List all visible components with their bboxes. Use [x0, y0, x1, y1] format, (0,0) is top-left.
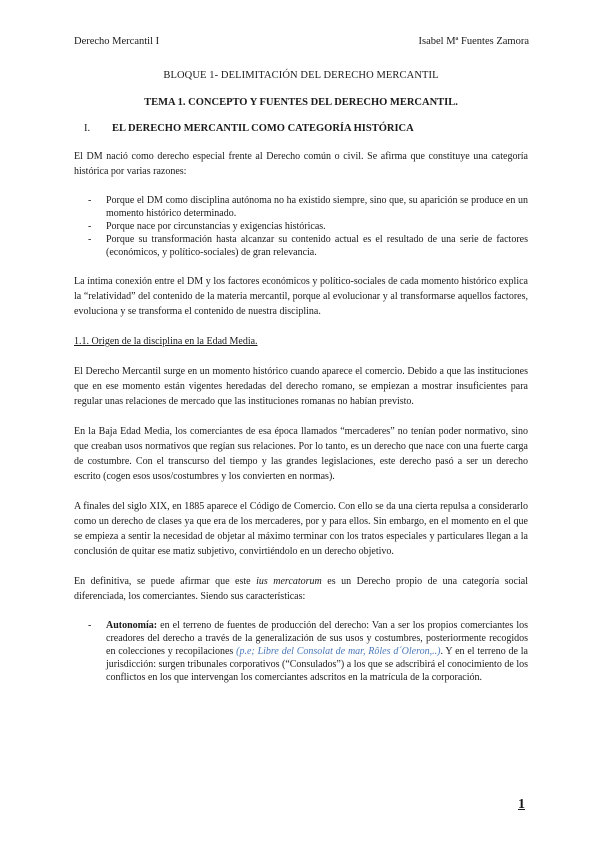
- bloque-title: BLOQUE 1- DELIMITACIÓN DEL DERECHO MERCANTIL: [163, 70, 439, 81]
- reasons-list: [74, 194, 528, 259]
- paragraph-origin: El Derecho Mercantil surge en un momento histórico cuando aparece el comercio. Debido a que las instituciones que en ese momento están vigentes heredadas del derecho romano, se empiezan a mostrar insuficientes para regular unas relaciones de mercado que las instituciones romanas no habían previsto.: [74, 366, 528, 407]
- section-heading: [74, 123, 528, 134]
- page-content: [74, 70, 528, 684]
- list-item: - Porque nace por circunstancias y exigencias históricas.: [74, 220, 528, 233]
- latin-term: ius mercatorum: [256, 576, 322, 587]
- subsection-heading: 1.1. Origen de la disciplina en la Edad Media.: [74, 336, 258, 347]
- dash-bullet: -: [88, 195, 92, 206]
- paragraph-code-commerce: A finales del siglo XIX, en 1885 aparece el Código de Comercio. Con ello se da una cierta repulsa a considerarlo como un derecho de clases ya que era de los mercaderes, por y para ellos. Sin embargo, en el momento en el que se empieza a sentir la necesidad de objetar al máximo terminar con los tratos especiales y particulares llegan a la conclusión de quitar ese matiz subjetivo, convirtiéndolo en un derecho objetivo.: [74, 501, 528, 557]
- characteristics-list: [74, 619, 528, 684]
- section-title: EL DERECHO MERCANTIL COMO CATEGORÍA HISTÓRICA: [112, 123, 414, 134]
- characteristic-label: Autonomía:: [106, 620, 158, 631]
- dash-bullet: -: [88, 620, 92, 631]
- tema-title: TEMA 1. CONCEPTO Y FUENTES DEL DERECHO MERCANTIL.: [144, 97, 458, 108]
- list-item: - Porque el DM como disciplina autónoma no ha existido siempre, sino que, su aparición se produce en un momento histórico determinado.: [74, 194, 528, 220]
- paragraph-relativity: La íntima conexión entre el DM y los factores económicos y político-sociales de cada momento histórico explica la “relatividad” del contenido de la materia mercantil, porque al evolucionar y al transformarse aquellos factores, evoluciona y se transforma el contenido de nuestra disciplina.: [74, 276, 528, 317]
- list-item: - Autonomía: en el terreno de fuentes de producción del derecho: Van a ser los propios comerciantes los creadores del derecho a través de la generalización de sus usos y costumbres, posteriormente recogidos en colecciones y recopilaciones (p.e; Libre del Consolat de mar, Rôles d´Oleron,..). Y en el terreno de la jurisdicción: surgen tribunales corporativos (“Consulados”) a los que se adscribirá el conocimiento de los conflictos en los que intervengan los comerciantes adscritos en la matrícula de la corporación.: [74, 619, 528, 684]
- section-number: I.: [84, 123, 91, 134]
- list-item: - Porque su transformación hasta alcanzar su contenido actual es el resultado de una serie de factores (económicos, y político-sociales) de gran relevancia.: [74, 233, 528, 259]
- paragraph-conclusion: En definitiva, se puede afirmar que este ius mercatorum es un Derecho propio de una categoría social diferenciada, los comerciantes. Siendo sus características:: [74, 576, 528, 602]
- header-course: Derecho Mercantil I: [74, 36, 160, 47]
- header-author: Isabel Mª Fuentes Zamora: [418, 36, 529, 47]
- example-reference: (p.e; Libre del Consolat de mar, Rôles d´Oleron,..): [236, 646, 441, 657]
- dash-bullet: -: [88, 234, 92, 245]
- paragraph-middle-ages: En la Baja Edad Media, los comerciantes de esa época llamados “mercaderes” no tenían poder normativo, sino que creaban usos normativos que regían sus relaciones. Por lo tanto, es un derecho que nace con una fuerte carga de costumbre. Con el transcurso del tiempo y las grandes legislaciones, este derecho pasó a ser un derecho escrito (cogen esos usos/costumbres y los convierten en normas).: [74, 426, 528, 482]
- paragraph-intro: El DM nació como derecho especial frente al Derecho común o civil. Se afirma que constituye una categoría histórica por varias razones:: [74, 151, 528, 177]
- dash-bullet: -: [88, 221, 92, 232]
- page-number: 1: [518, 797, 525, 812]
